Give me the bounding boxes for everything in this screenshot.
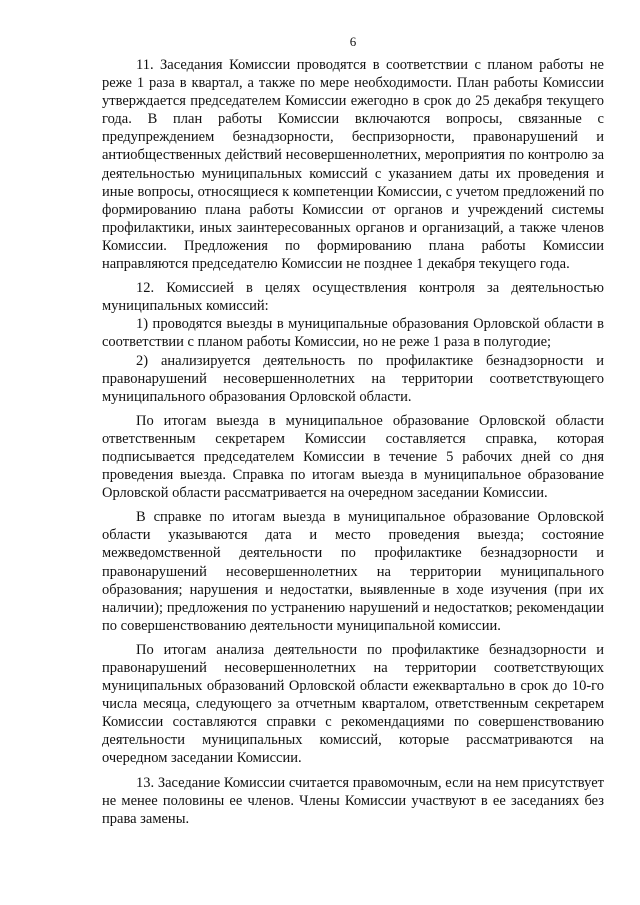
paragraph-13: 13. Заседание Комиссии считается правомочным, если на нем присутствует не менее половины ее членов. Члены Комиссии участвуют в ее заседаниях без права замены. (102, 774, 604, 827)
paragraph-12: 12. Комиссией в целях осуществления контроля за деятельностью муниципальных комиссий: (102, 280, 604, 315)
paragraph-12-item-2: 2) анализируется деятельность по профилактике безнадзорности и правонарушений несовершеннолетних на территории соответствующего муниципального образования Орловской области. (102, 352, 604, 405)
page-number: 6 (349, 34, 357, 49)
paragraph-12-item-1: 1) проводятся выезды в муниципальные образования Орловской области в соответствии с планом работы Комиссии, но не реже 1 раза в полугодие; (102, 316, 604, 351)
paragraph-visit-report: По итогам выезда в муниципальное образование Орловской области ответственным секретарем Комиссии составляется справка, которая подписывается председателем Комиссии в течение 5 рабочих дней со дня проведения выезда. Справка по итогам выезда в муниципальное образование Орловской области рассматривается на очередном заседании Комиссии. (102, 412, 604, 502)
paragraph-analysis-results: По итогам анализа деятельности по профилактике безнадзорности и правонарушений несовершеннолетних на территории соответствующих муниципальных образований Орловской области ежеквартально в срок до 10-го числа месяца, следующего за отчетным кварталом, ответственным секретарем Комиссии составляются справки с рекомендациями по совершенствованию деятельности муниципальных комиссий, которые рассматриваются на очередном заседании Комиссии. (102, 641, 604, 767)
paragraph-report-contents: В справке по итогам выезда в муниципальное образование Орловской области указываются дата и место проведения выезда; состояние межведомственной деятельности по профилактике безнадзорности и правонарушений несовершеннолетних на территории муниципального образования; нарушения и недостатки, выявленные в ходе изучения (при их наличии); предложения по устранению нарушений и недостатков; рекомендации по совершенствованию деятельности муниципальной комиссии. (102, 509, 604, 634)
paragraph-11: 11. Заседания Комиссии проводятся в соответствии с планом работы не реже 1 раза в квартал, а также по мере необходимости. План работы Комиссии утверждается председателем Комиссии ежегодно в срок до 25 декабря текущего года. В план работы Комиссии включаются вопросы, связанные с предупреждением безнадзорности, беспризорности, правонарушений и антиобщественных действий несовершеннолетних, мероприятия по контролю за деятельностью муниципальных комиссий с указанием даты их проведения и иные вопросы, относящиеся к компетенции Комиссии, с учетом предложений по формированию плана работы Комиссии от органов и учреждений системы профилактики, иных заинтересованных органов и организаций, а также членов Комиссии. Предложения по формированию плана работы Комиссии направляются председателю Комиссии не позднее 1 декабря текущего года. (102, 57, 604, 273)
